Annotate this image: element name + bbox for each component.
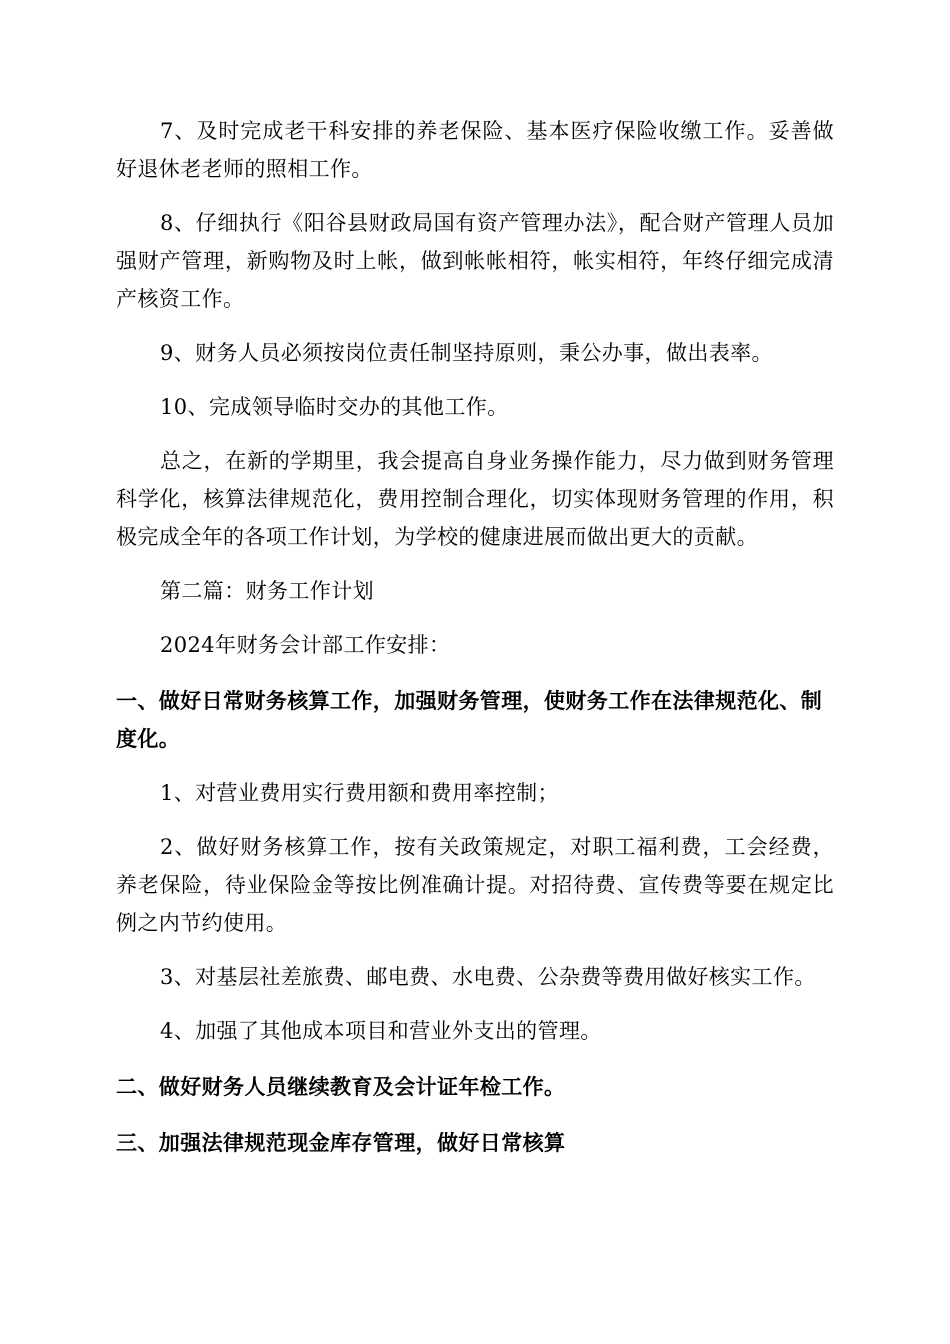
- paragraph-item-10: 10、完成领导临时交办的其他工作。: [160, 395, 509, 419]
- list-item-2: 2、做好财务核算工作，按有关政策规定，对职工福利费，工会经费，养老保险，待业保险金等按比例准确计提。对招待费、宣传费等要在规定比例之内节约使用。: [116, 835, 834, 935]
- section-title-part-two: 第二篇：财务工作计划: [160, 579, 374, 603]
- heading-three: 三、加强法律规范现金库存管理，做好日常核算: [116, 1131, 566, 1155]
- work-arrangement-title: 2024年财务会计部工作安排：: [160, 633, 451, 657]
- paragraph-item-9: 9、财务人员必须按岗位责任制坚持原则，秉公办事，做出表率。: [160, 341, 773, 365]
- heading-one: 一、做好日常财务核算工作，加强财务管理，使财务工作在法律规范化、制度化。: [116, 689, 823, 751]
- list-item-3: 3、对基层社差旅费、邮电费、水电费、公杂费等费用做好核实工作。: [160, 965, 816, 989]
- paragraph-item-8: 8、仔细执行《阳谷县财政局国有资产管理办法》，配合财产管理人员加强财产管理，新购物及时上帐，做到帐帐相符，帐实相符，年终仔细完成清产核资工作。: [116, 211, 834, 311]
- list-item-4: 4、加强了其他成本项目和营业外支出的管理。: [160, 1019, 602, 1043]
- paragraph-summary: 总之，在新的学期里，我会提高自身业务操作能力，尽力做到财务管理科学化，核算法律规范化，费用控制合理化，切实体现财务管理的作用，积极完成全年的各项工作计划，为学校的健康进展而做出更大的贡献。: [116, 449, 834, 549]
- list-item-1: 1、对营业费用实行费用额和费用率控制；: [160, 781, 559, 805]
- paragraph-item-7: 7、及时完成老干科安排的养老保险、基本医疗保险收缴工作。妥善做好退休老老师的照相工作。: [116, 119, 834, 181]
- heading-two: 二、做好财务人员继续教育及会计证年检工作。: [116, 1075, 566, 1099]
